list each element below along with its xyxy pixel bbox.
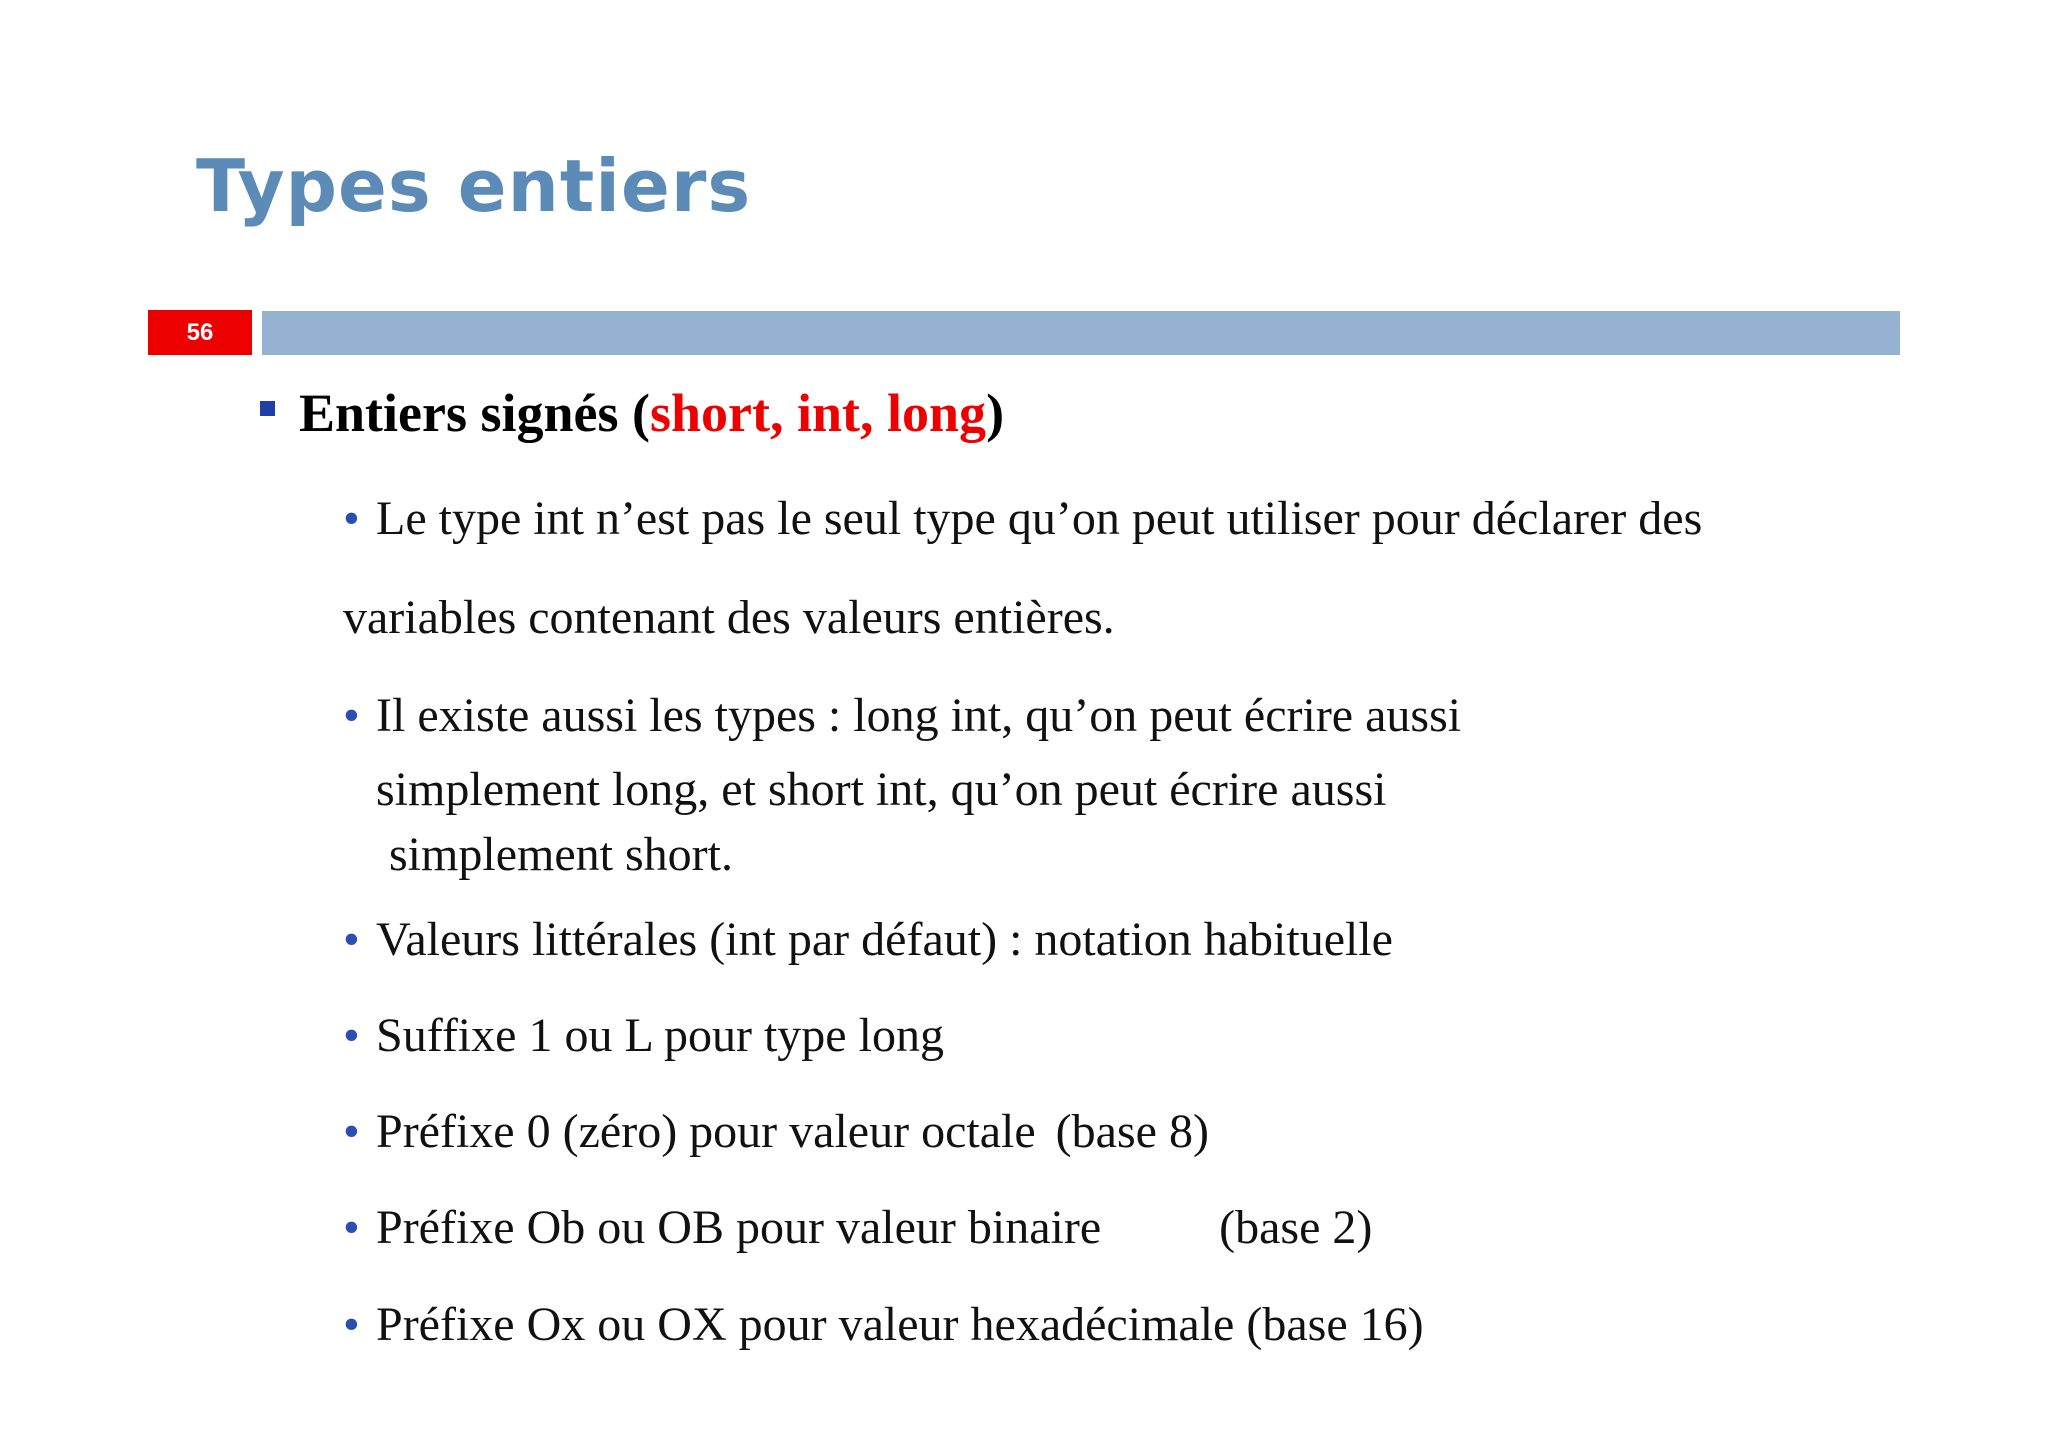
bullet-item (343, 1295, 1424, 1355)
bullet-dot-icon: • (343, 492, 360, 545)
bullet-continuation: simplement long, et short int, qu’on peut écrire aussi (376, 763, 1387, 816)
bullet-text: Préfixe Ob ou OB pour valeur binaire (376, 1201, 1102, 1254)
heading-suffix: ) (986, 383, 1005, 443)
bullet-dot-icon: • (343, 1201, 360, 1254)
title-divider-bar (262, 311, 1900, 355)
bullet-base: (base 2) (1219, 1201, 1373, 1254)
bullet-dot-icon: • (343, 689, 360, 742)
bullet-text: Suffixe 1 ou L pour type long (376, 1009, 944, 1062)
bullet-dot-icon: • (343, 1105, 360, 1158)
bullet-item (343, 686, 1461, 746)
bullet-continuation: simplement short. (389, 828, 733, 881)
square-bullet-icon (260, 401, 275, 416)
bullet-item (343, 910, 1393, 970)
heading-prefix: Entiers signés ( (299, 383, 650, 443)
bullet-text: Valeurs littérales (int par défaut) : notation habituelle (376, 913, 1393, 966)
bullet-text: Il existe aussi les types : long int, qu’on peut écrire aussi (376, 689, 1462, 742)
heading-keywords: short, int, long (650, 383, 987, 443)
bullet-item (343, 1006, 944, 1066)
bullet-dot-icon: • (343, 913, 360, 966)
slide-number: 56 (148, 310, 252, 355)
slide-title: Types entiers (196, 144, 752, 228)
section-heading (260, 378, 1004, 448)
bullet-text: Préfixe Ox ou OX pour valeur hexadécimale (base 16) (376, 1298, 1424, 1351)
bullet-base: (base 8) (1055, 1105, 1209, 1158)
bullet-text: Préfixe 0 (zéro) pour valeur octale (376, 1105, 1036, 1158)
bullet-item (343, 489, 1702, 549)
bullet-dot-icon: • (343, 1298, 360, 1351)
bullet-item (343, 1102, 1209, 1162)
bullet-item (343, 1198, 1372, 1258)
bullet-dot-icon: • (343, 1009, 360, 1062)
bullet-continuation: variables contenant des valeurs entières. (343, 591, 1115, 644)
bullet-text: Le type int n’est pas le seul type qu’on peut utiliser pour déclarer des (376, 492, 1703, 545)
